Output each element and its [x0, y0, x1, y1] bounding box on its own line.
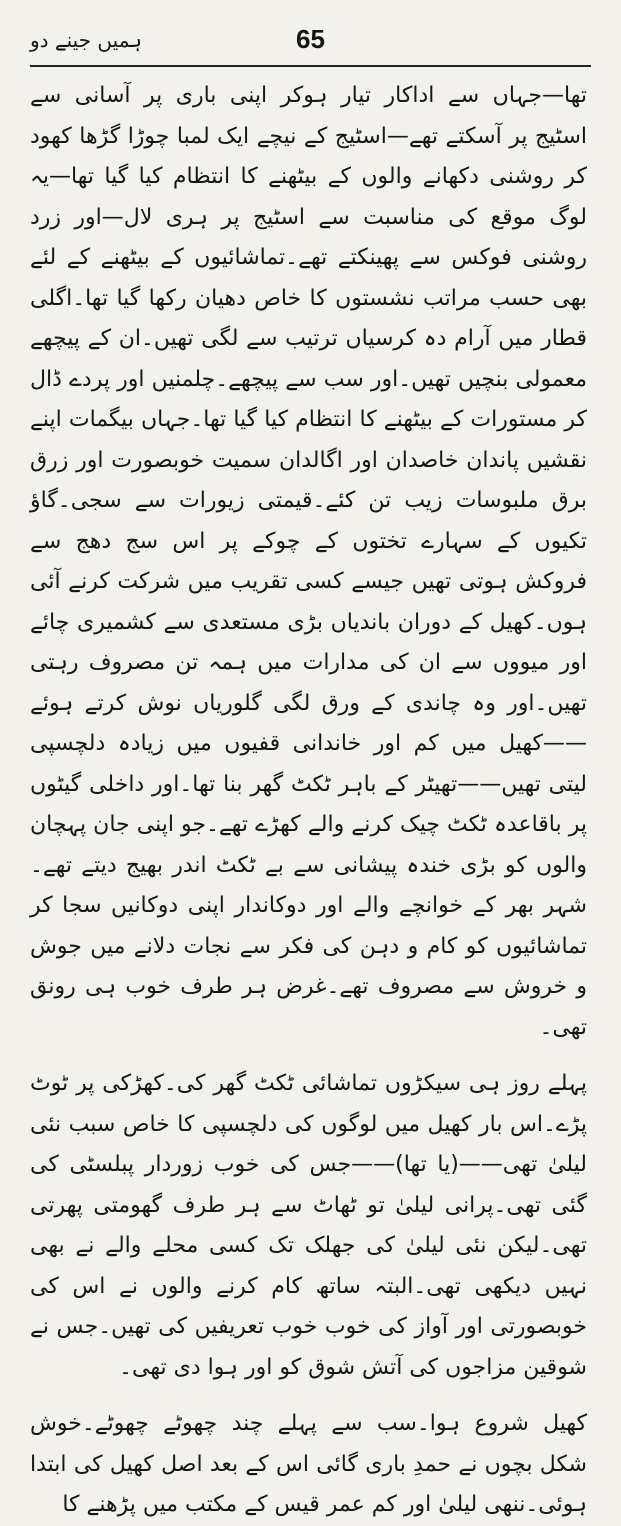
page-header: [30, 20, 591, 60]
page-number: 65: [296, 24, 325, 54]
header-divider: [30, 65, 591, 67]
paragraph-3: کھیل شروع ہوا۔سب سے پہلے چند چھوٹے چھوٹے۔خوش شکل بچوں نے حمدِ باری گائی اس کے بعد اصل کھیل کی ابتدا ہوئی۔ننھی لیلیٰ اور کم عمر قیس کے مکتب میں پڑھنے کا: [30, 1411, 587, 1517]
running-title: ہمیں جینے دو: [30, 28, 142, 52]
body-text: [30, 76, 587, 1526]
paragraph-2: پہلے روز ہی سیکڑوں تماشائی ٹکٹ گھر کی۔کھڑکی پر ٹوٹ پڑے۔اس بار کھیل میں لوگوں کی دلچسپی کا خاص سبب نئی لیلیٰ تھی——(یا تھا)——جس کی خوب زوردار پبلسٹی کی گئی تھی۔پرانی لیلیٰ تو ٹھاٹ سے ہر طرف گھومتی پھرتی تھی۔لیکن نئی لیلیٰ کی جھلک تک کسی محلے والے نے بھی نہیں دیکھی تھی۔البتہ ساتھ کام کرنے والوں نے اس کی خوبصورتی اور آواز کی خوب خوب تعریفیں کی تھیں۔جس نے شوقین مزاجوں کی آتش شوق کو اور ہوا دی تھی۔: [30, 1071, 587, 1380]
paragraph-1: تھا—جہاں سے اداکار تیار ہوکر اپنی باری پر آسانی سے اسٹیج پر آسکتے تھے—اسٹیج کے نیچے ایک لمبا چوڑا گڑھا کھود کر روشنی دکھانے والوں کے بیٹھنے کا انتظام کیا گیا تھا—یہ لوگ موقع کی مناسبت سے اسٹیج پر ہری لال—اور زرد روشنی فوکس سے پھینکتے تھے۔تماشائیوں کے بیٹھنے کے لئے بھی حسب مراتب نشستوں کا خاص دھیان رکھا گیا تھا۔اگلی قطار میں آرام دہ کرسیاں ترتیب سے لگی تھیں۔ان کے پیچھے معمولی بنچیں تھیں۔اور سب سے پیچھے۔چلمنیں اور پردے ڈال کر مستورات کے بیٹھنے کا انتظام کیا گیا تھا۔جہاں بیگمات اپنے نقشیں پاندان خاصدان اور اگالدان سمیت خوبصورت اور زرق برق ملبوسات زیب تن کئے۔قیمتی زیورات سے سجی۔گاؤ تکیوں کے سہارے تختوں کے چوکے پر اس سج دھج سے فروکش ہوتی تھیں جیسے کسی تقریب میں شرکت کرنے آئی ہوں۔کھیل کے دوران باندیاں بڑی مستعدی سے کشمیری چائے اور میووں سے ان کی مدارات میں ہمہ تن مصروف رہتی تھیں۔اور وہ چاندی کے ورق لگی گلوریاں نوش کرتے ہوئے——کھیل میں کم اور خاندانی قفیوں میں زیادہ دلچسپی لیتی تھیں——تھیٹر کے باہر ٹکٹ گھر بنا تھا۔اور داخلی گیٹوں پر باقاعدہ ٹکٹ چیک کرنے والے کھڑے تھے۔جو اپنی جان پہچان والوں کو بڑی خندہ پیشانی سے بے ٹکٹ اندر بھیج دیتے تھے۔شہر بھر کے خوانچے والے اور دوکاندار اپنی دوکانیں سجا کر تماشائیوں کو کام و دہن کی فکر سے نجات دلانے میں جوش و خروش سے مصروف تھے۔غرض ہر طرف خوب ہی رونق تھی۔: [30, 83, 587, 1040]
